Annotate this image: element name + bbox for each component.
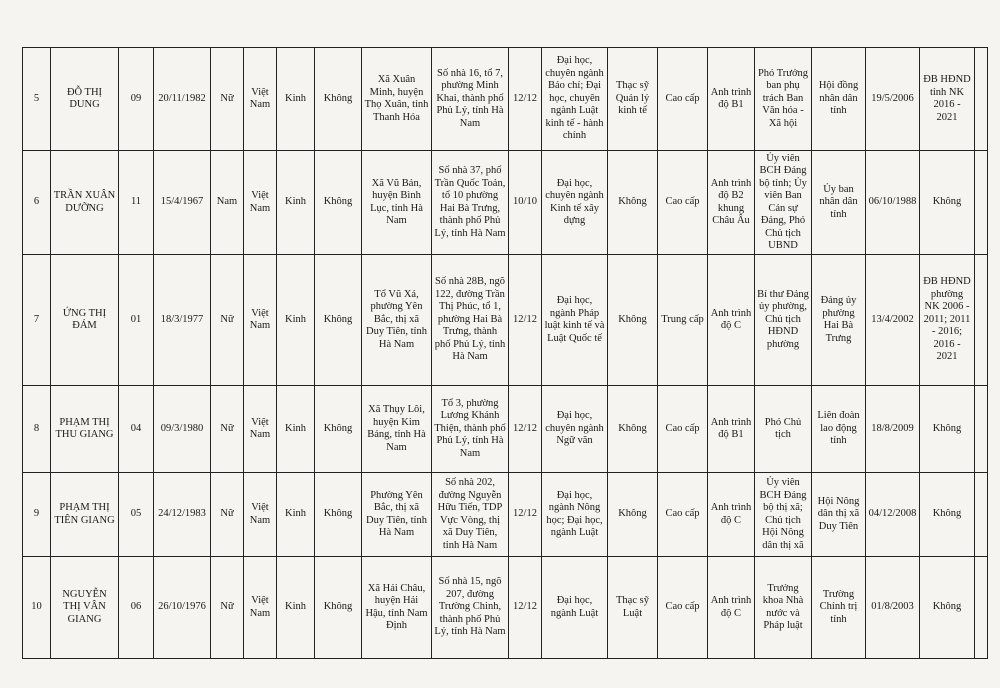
table-row [23, 255, 988, 386]
ethnicity: Kinh [277, 255, 315, 386]
religion: Không [315, 255, 362, 386]
gender: Nữ [211, 386, 244, 473]
table-row [23, 151, 988, 255]
empty-cell [975, 255, 988, 386]
foreign-language: Anh trình độ C [708, 255, 755, 386]
date-of-birth: 26/10/1976 [154, 557, 211, 659]
delegate-term: ĐB HĐND phường NK 2006 - 2011; 2011 - 2016; 2016 - 2021 [920, 255, 975, 386]
date-of-birth: 18/3/1977 [154, 255, 211, 386]
gender: Nữ [211, 255, 244, 386]
table-row [23, 386, 988, 473]
empty-cell [975, 151, 988, 255]
candidate-code: 06 [119, 557, 154, 659]
position: Phó Chủ tịch [755, 386, 812, 473]
hometown: Tổ Vũ Xá, phường Yên Bắc, thị xã Duy Tiên, tỉnh Hà Nam [362, 255, 432, 386]
gender: Nam [211, 151, 244, 255]
ethnicity: Kinh [277, 473, 315, 557]
nationality: Việt Nam [244, 48, 277, 151]
hometown: Xã Thụy Lôi, huyện Kim Bảng, tỉnh Hà Nam [362, 386, 432, 473]
nationality: Việt Nam [244, 151, 277, 255]
professional-education: Đại học, ngành Pháp luật kinh tế và Luật Quốc tế [542, 255, 608, 386]
general-education: 12/12 [509, 255, 542, 386]
residence: Tổ 3, phường Lương Khánh Thiện, thành phố Phủ Lý, tỉnh Hà Nam [432, 386, 509, 473]
academic-degree: Không [608, 255, 658, 386]
party-join-date: 01/8/2003 [866, 557, 920, 659]
empty-cell [975, 473, 988, 557]
hometown: Xã Xuân Minh, huyện Thọ Xuân, tỉnh Thanh Hóa [362, 48, 432, 151]
nationality: Việt Nam [244, 473, 277, 557]
table-row [23, 557, 988, 659]
full-name: PHẠM THỊ THU GIANG [51, 386, 119, 473]
date-of-birth: 20/11/1982 [154, 48, 211, 151]
position: Trưởng khoa Nhà nước và Pháp luật [755, 557, 812, 659]
date-of-birth: 15/4/1967 [154, 151, 211, 255]
political-theory: Cao cấp [658, 473, 708, 557]
position: Ủy viên BCH Đảng bộ thị xã; Chủ tịch Hội Nông dân thị xã [755, 473, 812, 557]
foreign-language: Anh trình độ C [708, 473, 755, 557]
professional-education: Đại học, chuyên ngành Kinh tế xây dựng [542, 151, 608, 255]
gender: Nữ [211, 473, 244, 557]
academic-degree: Không [608, 386, 658, 473]
empty-cell [975, 557, 988, 659]
residence: Số nhà 28B, ngõ 122, đường Trần Thị Phúc, tổ 1, phường Hai Bà Trưng, thành phố Phủ Lý, tỉnh Hà Nam [432, 255, 509, 386]
workplace: Đảng ủy phường Hai Bà Trưng [812, 255, 866, 386]
nationality: Việt Nam [244, 557, 277, 659]
empty-cell [975, 386, 988, 473]
professional-education: Đại học, chuyên ngành Ngữ văn [542, 386, 608, 473]
religion: Không [315, 386, 362, 473]
hometown: Phường Yên Bắc, thị xã Duy Tiên, tỉnh Hà Nam [362, 473, 432, 557]
candidate-table [22, 47, 988, 659]
ethnicity: Kinh [277, 48, 315, 151]
party-join-date: 06/10/1988 [866, 151, 920, 255]
foreign-language: Anh trình độ B2 khung Châu Âu [708, 151, 755, 255]
foreign-language: Anh trình độ B1 [708, 386, 755, 473]
general-education: 12/12 [509, 386, 542, 473]
general-education: 10/10 [509, 151, 542, 255]
delegate-term: Không [920, 151, 975, 255]
ethnicity: Kinh [277, 151, 315, 255]
full-name: NGUYỄN THỊ VÂN GIANG [51, 557, 119, 659]
political-theory: Cao cấp [658, 48, 708, 151]
party-join-date: 13/4/2002 [866, 255, 920, 386]
political-theory: Trung cấp [658, 255, 708, 386]
academic-degree: Không [608, 151, 658, 255]
foreign-language: Anh trình độ B1 [708, 48, 755, 151]
hometown: Xã Vũ Bản, huyện Bình Lục, tỉnh Hà Nam [362, 151, 432, 255]
nationality: Việt Nam [244, 255, 277, 386]
general-education: 12/12 [509, 473, 542, 557]
party-join-date: 19/5/2006 [866, 48, 920, 151]
table-row [23, 473, 988, 557]
religion: Không [315, 151, 362, 255]
religion: Không [315, 473, 362, 557]
position: Phó Trưởng ban phụ trách Ban Văn hóa - Xã hội [755, 48, 812, 151]
party-join-date: 04/12/2008 [866, 473, 920, 557]
delegate-term: ĐB HĐND tỉnh NK 2016 - 2021 [920, 48, 975, 151]
date-of-birth: 09/3/1980 [154, 386, 211, 473]
foreign-language: Anh trình độ C [708, 557, 755, 659]
full-name: PHẠM THỊ TIÊN GIANG [51, 473, 119, 557]
delegate-term: Không [920, 473, 975, 557]
academic-degree: Thạc sỹ Quản lý kinh tế [608, 48, 658, 151]
professional-education: Đại học, chuyên ngành Báo chí; Đại học, chuyên ngành Luật kinh tế - hành chính [542, 48, 608, 151]
candidate-code: 09 [119, 48, 154, 151]
religion: Không [315, 48, 362, 151]
candidate-code: 01 [119, 255, 154, 386]
row-number: 6 [23, 151, 51, 255]
gender: Nữ [211, 557, 244, 659]
residence: Số nhà 15, ngõ 207, đường Trường Chinh, thành phố Phủ Lý, tỉnh Hà Nam [432, 557, 509, 659]
nationality: Việt Nam [244, 386, 277, 473]
residence: Số nhà 16, tổ 7, phường Minh Khai, thành phố Phủ Lý, tỉnh Hà Nam [432, 48, 509, 151]
position: Ủy viên BCH Đảng bộ tỉnh; Ủy viên Ban Cán sự Đảng, Phó Chủ tịch UBND [755, 151, 812, 255]
residence: Số nhà 202, đường Nguyễn Hữu Tiến, TDP Vực Vòng, thị xã Duy Tiên, tỉnh Hà Nam [432, 473, 509, 557]
workplace: Liên đoàn lao động tỉnh [812, 386, 866, 473]
delegate-term: Không [920, 557, 975, 659]
full-name: ĐỖ THỊ DUNG [51, 48, 119, 151]
workplace: Ủy ban nhân dân tỉnh [812, 151, 866, 255]
workplace: Trường Chính trị tỉnh [812, 557, 866, 659]
row-number: 8 [23, 386, 51, 473]
row-number: 5 [23, 48, 51, 151]
candidate-code: 04 [119, 386, 154, 473]
religion: Không [315, 557, 362, 659]
residence: Số nhà 37, phố Trần Quốc Toản, tổ 10 phường Hai Bà Trưng, thành phố Phủ Lý, tỉnh Hà Nam [432, 151, 509, 255]
workplace: Hội Nông dân thị xã Duy Tiên [812, 473, 866, 557]
gender: Nữ [211, 48, 244, 151]
position: Bí thư Đảng ủy phường, Chủ tịch HĐND phường [755, 255, 812, 386]
row-number: 9 [23, 473, 51, 557]
professional-education: Đại học, ngành Luật [542, 557, 608, 659]
professional-education: Đại học, ngành Nông học; Đại học, ngành Luật [542, 473, 608, 557]
academic-degree: Không [608, 473, 658, 557]
date-of-birth: 24/12/1983 [154, 473, 211, 557]
delegate-term: Không [920, 386, 975, 473]
ethnicity: Kinh [277, 386, 315, 473]
political-theory: Cao cấp [658, 151, 708, 255]
full-name: ỨNG THỊ ĐÁM [51, 255, 119, 386]
full-name: TRẦN XUÂN DƯỠNG [51, 151, 119, 255]
workplace: Hội đồng nhân dân tỉnh [812, 48, 866, 151]
row-number: 7 [23, 255, 51, 386]
party-join-date: 18/8/2009 [866, 386, 920, 473]
general-education: 12/12 [509, 557, 542, 659]
empty-cell [975, 48, 988, 151]
general-education: 12/12 [509, 48, 542, 151]
hometown: Xã Hải Châu, huyện Hải Hậu, tỉnh Nam Định [362, 557, 432, 659]
candidate-code: 11 [119, 151, 154, 255]
row-number: 10 [23, 557, 51, 659]
academic-degree: Thạc sỹ Luật [608, 557, 658, 659]
political-theory: Cao cấp [658, 386, 708, 473]
table-row [23, 48, 988, 151]
candidate-code: 05 [119, 473, 154, 557]
ethnicity: Kinh [277, 557, 315, 659]
political-theory: Cao cấp [658, 557, 708, 659]
